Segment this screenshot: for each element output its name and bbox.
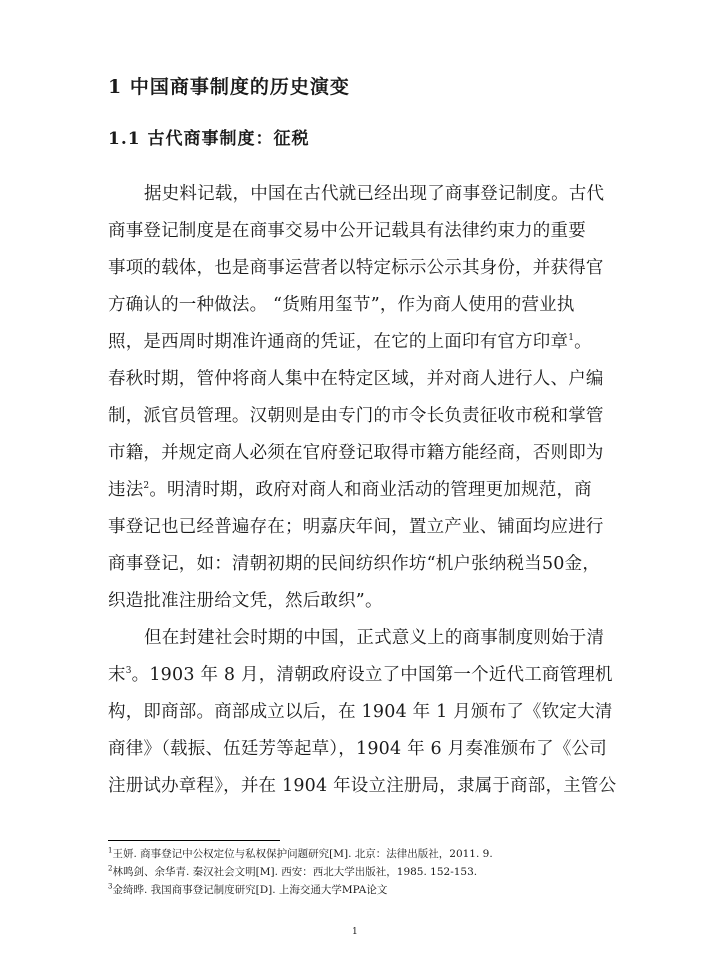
page-number: 1 — [352, 927, 358, 937]
paragraph-line: 构，即商部。商部成立以后，在 1904 年 1 月颁布了《钦定大清 — [108, 702, 613, 722]
footnote-reference[interactable]: 2 — [143, 481, 150, 492]
footnote-text: 林鸣剑、余华青. 秦汉社会文明[M]. 西安：西北大学出版社，1985. 152-153. — [112, 866, 478, 878]
footnote-divider — [108, 840, 280, 841]
paragraph-line: 方确认的一种做法。 “货贿用玺节”，作为商人使用的营业执 — [108, 295, 575, 315]
paragraph-line: 商事登记制度是在商事交易中公开记载具有法律约束力的重要 — [108, 221, 586, 241]
footnote — [108, 882, 387, 897]
paragraph-line — [108, 476, 592, 501]
footnote-text: 金绮晔. 我国商事登记制度研究[D]. 上海交通大学MPA论文 — [112, 884, 388, 896]
paragraph-line: 注册试办章程》，并在 1904 年设立注册局，隶属于商部，主管公 — [108, 776, 617, 796]
paragraph-line: 事登记也已经普遍存在；明嘉庆年间，置立产业、铺面均应进行 — [108, 517, 604, 537]
paragraph-line: 商律》（载振、伍廷芳等起草），1904 年 6 月奏准颁布了《公司 — [108, 739, 607, 759]
paragraph-line: 春秋时期，管仲将商人集中在特定区域，并对商人进行人、户编 — [108, 369, 604, 389]
paragraph-text: 。明清时期，政府对商人和商业活动的管理更加规范，商 — [149, 480, 592, 500]
paragraph-line: 商事登记，如：清朝初期的民间纺织作坊“机户张纳税当50金， — [108, 554, 601, 574]
paragraph-line: 但在封建社会时期的中国，正式意义上的商事制度则始于清 — [144, 628, 605, 648]
footnote — [108, 864, 477, 879]
paragraph-line: 据史料记载，中国在古代就已经出现了商事登记制度。古代 — [144, 184, 605, 204]
subsection-heading: 1.1 古代商事制度：征税 — [108, 129, 310, 149]
paragraph-text: 。1903 年 8 月，清朝政府设立了中国第一个近代工商管理机 — [131, 665, 613, 685]
paragraph-text: 末 — [108, 665, 126, 685]
footnote-reference[interactable]: 1 — [568, 333, 575, 344]
paragraph-line — [108, 661, 613, 686]
section-heading: 1 中国商事制度的历史演变 — [108, 76, 350, 98]
paragraph-line — [108, 328, 592, 353]
paragraph-text: 。 — [574, 332, 592, 352]
footnote-text: 王妍. 商事登记中公权定位与私权保护问题研究[M]. 北京：法律出版社，2011. 9. — [112, 848, 493, 860]
footnote-number: 2 — [108, 864, 113, 873]
paragraph-line: 事项的载体，也是商事运营者以特定标示公示其身份，并获得官 — [108, 258, 604, 278]
footnote-number: 3 — [108, 882, 113, 891]
paragraph-line: 织造批准注册给文凭，然后敢织”。 — [108, 591, 383, 611]
paragraph-text: 违法 — [108, 480, 144, 500]
paragraph-line: 市籍，并规定商人必须在官府登记取得市籍方能经商，否则即为 — [108, 443, 604, 463]
paragraph-line: 制，派官员管理。汉朝则是由专门的市令长负责征收市税和掌管 — [108, 406, 604, 426]
footnote-reference[interactable]: 3 — [125, 666, 132, 677]
footnote — [108, 846, 493, 861]
paragraph-text: 照，是西周时期准许通商的凭证，在它的上面印有官方印章 — [108, 332, 569, 352]
footnote-number: 1 — [108, 846, 113, 855]
